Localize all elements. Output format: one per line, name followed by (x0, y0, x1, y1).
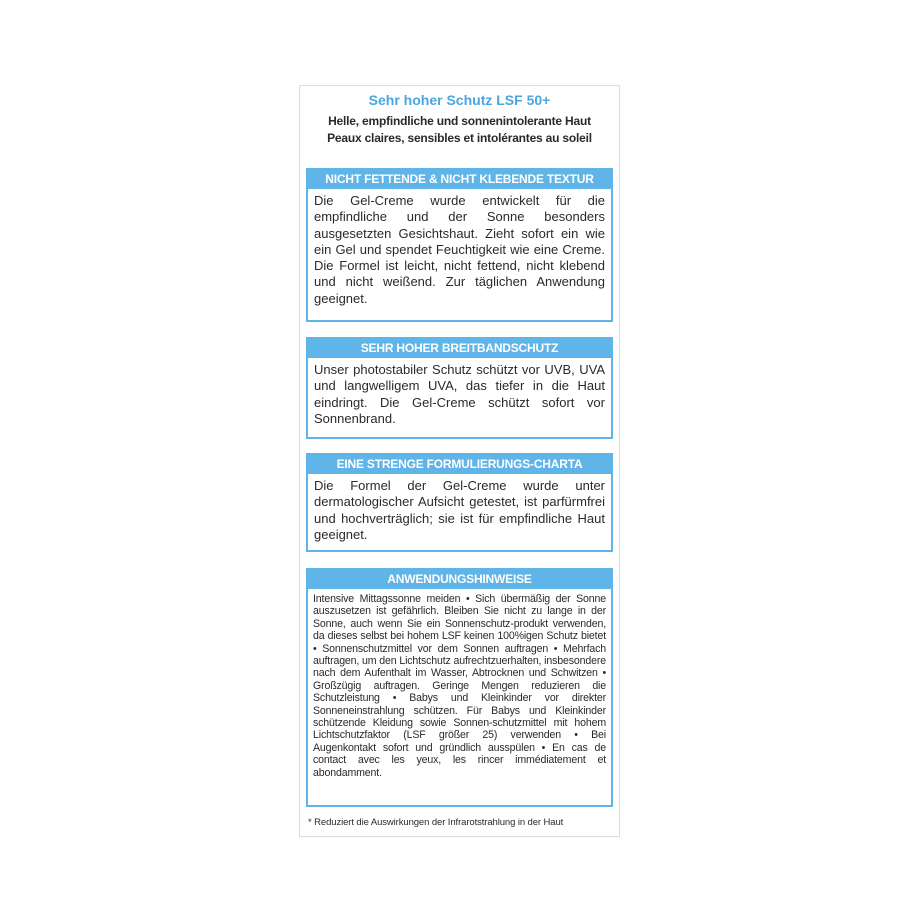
section-usage (306, 568, 613, 807)
footnote: * Reduziert die Auswirkungen der Infrarotstrahlung in der Haut (308, 817, 564, 828)
section-text-broadband: Unser photostabiler Schutz schützt vor UVB, UVA und langwelligem UVA, das tiefer in die Haut eindringt. Die Gel-Creme schützt sofort vor Sonnenbrand. (314, 362, 605, 426)
protection-title: Sehr hoher Schutz LSF 50+ (368, 92, 551, 108)
section-broadband (306, 337, 613, 439)
section-heading-usage: ANWENDUNGSHINWEISE (308, 570, 611, 589)
section-text-texture: Die Gel-Creme wurde entwickelt für die empfindliche und der Sonne besonders ausgesetzten Gesichtshaut. Zieht sofort ein wie ein Gel und spendet Feuchtigkeit wie eine Creme. Die Formel ist leicht, nicht fettend, nicht klebend und nicht weißend. Zur täglichen Anwendung geeignet. (314, 193, 605, 306)
skin-type-line-de: Helle, empfindliche und sonnenintolerante Haut (328, 114, 591, 128)
section-texture (306, 168, 613, 322)
section-heading-formulation: EINE STRENGE FORMULIERUNGS-CHARTA (308, 455, 611, 474)
section-text-usage: Intensive Mittagssonne meiden • Sich übermäßig der Sonne auszusetzen ist gefährlich. Bleiben Sie nicht zu lange in der Sonne, auch wenn Sie ein Sonnenschutz-produkt verwenden, da dieses selbst bei hohem LSF keinen 100%igen Schutz bietet • Sonnenschutzmittel vor dem Sonnen auftragen • Mehrfach auftragen, um den Lichtschutz aufrechtzuerhalten, insbesondere nach dem Aufenthalt im Wasser, Abtrocknen und Schwitzen • Großzügig auftragen. Geringe Mengen reduzieren die Schutzleistung • Babys und Kleinkinder vor direkter Sonneneinstrahlung schützen. Für Babys und Kleinkinder schützende Kleidung sowie Sonnen-schutzmittel mit hohem Lichtschutzfaktor (LSF größer 25) verwenden • Bei Augenkontakt sofort und gründlich ausspülen • En cas de contact avec les yeux, les rincer immédiatement et abondamment. (313, 593, 606, 779)
section-formulation (306, 453, 613, 552)
section-heading-broadband: SEHR HOHER BREITBANDSCHUTZ (308, 339, 611, 358)
section-heading-texture: NICHT FETTENDE & NICHT KLEBENDE TEXTUR (308, 170, 611, 189)
product-info-panel (299, 85, 620, 837)
skin-type-line-fr: Peaux claires, sensibles et intolérantes au soleil (327, 131, 592, 145)
section-text-formulation: Die Formel der Gel-Creme wurde unter dermatologischer Aufsicht getestet, ist parfürmfrei und hochverträglich; sie ist für empfindliche Haut geeignet. (314, 478, 605, 542)
